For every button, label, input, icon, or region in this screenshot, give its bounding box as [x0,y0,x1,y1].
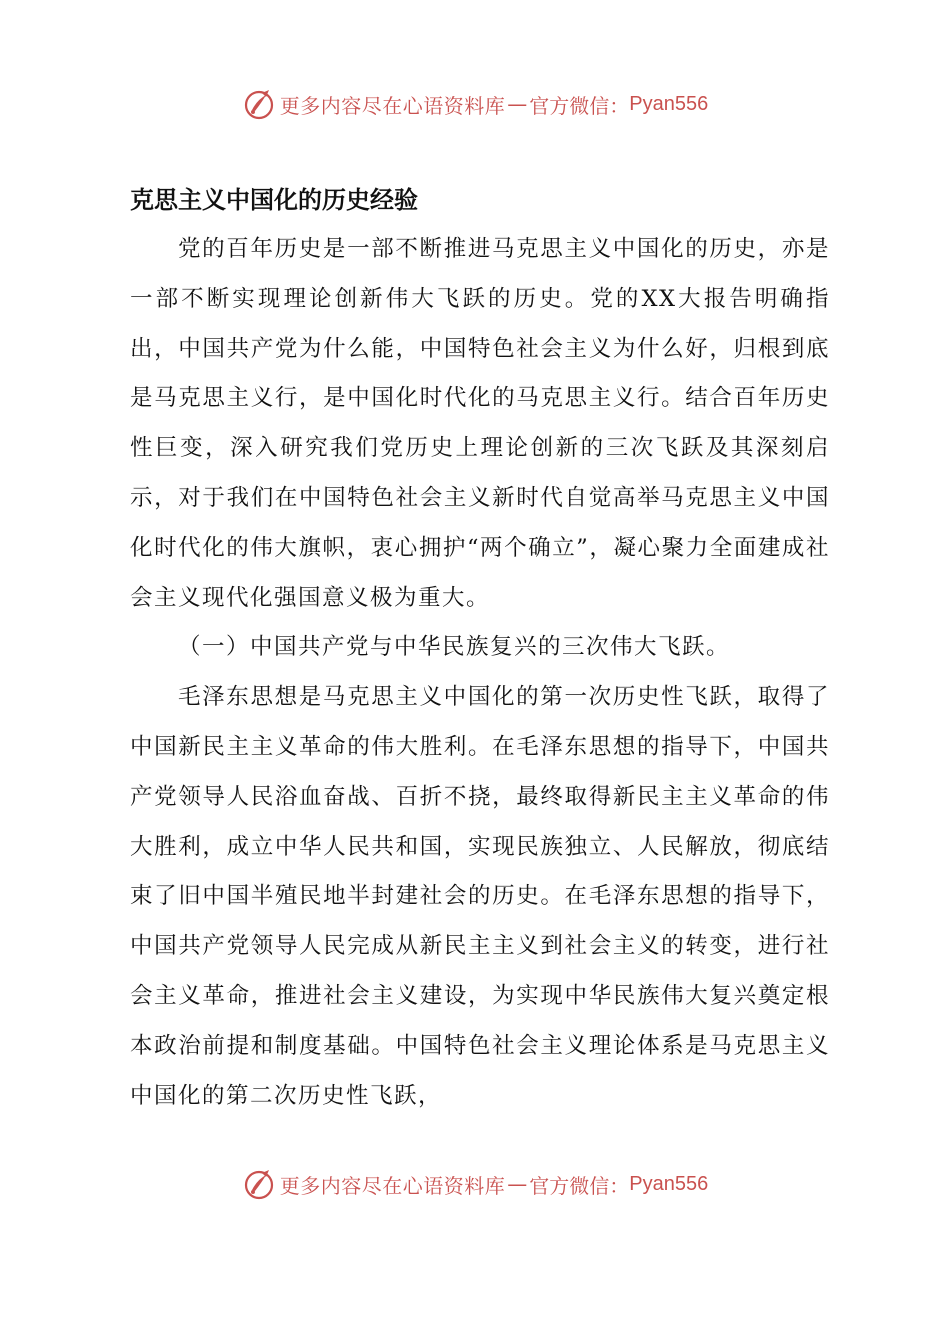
footer-watermark [0,1162,950,1206]
brush-logo-icon [242,86,278,122]
document-body [130,175,830,1121]
header-watermark [0,82,950,126]
paragraph-subheading: （一）中国共产党与中华民族复兴的三次伟大飞跃。 [178,634,731,661]
watermark-brand: 更多内容尽在心语资料库 [279,1173,506,1198]
watermark-dash: — [507,1172,528,1196]
brush-logo-icon [242,1166,278,1202]
paragraph-mao-thought: 毛泽东思想是马克思主义中国化的第一次历史性飞跃，取得了中国新民主主义革命的伟大胜利。在毛泽东思想的指导下，中国共产党领导人民浴血奋战、百折不挠，最终取得新民主主义革命的伟大胜利，成立中华人民共和国，实现民族独立、人民解放，彻底结束了旧中国半殖民地半封建社会的历史。在毛泽东思想的指导下，中国共产党领导人民完成从新民主主义到社会主义的转变，进行社会主义革命，推进社会主义建设，为实现中华民族伟大复兴奠定根本政治前提和制度基础。中国特色社会主义理论体系是马克思主义中国化的第二次历史性飞跃， [130,684,830,1109]
watermark-brand: 更多内容尽在心语资料库 [279,93,506,118]
watermark-wechat-id: Pyan556 [629,1172,709,1195]
watermark-wechat-label: 官方微信： [529,93,630,118]
watermark-wechat-label: 官方微信： [529,1173,630,1198]
watermark-dash: — [507,92,528,116]
section-heading: 克思主义中国化的历史经验 [130,186,418,214]
watermark-wechat-id: Pyan556 [629,92,709,115]
paragraph-intro: 党的百年历史是一部不断推进马克思主义中国化的历史，亦是一部不断实现理论创新伟大飞跃的历史。党的XX大报告明确指出，中国共产党为什么能，中国特色社会主义为什么好，归根到底是马克思主义行，是中国化时代化的马克思主义行。结合百年历史性巨变，深入研究我们党历史上理论创新的三次飞跃及其深刻启示，对于我们在中国特色社会主义新时代自觉高举马克思主义中国化时代化的伟大旗帜，衷心拥护“两个确立”，凝心聚力全面建成社会主义现代化强国意义极为重大。 [130,236,830,611]
